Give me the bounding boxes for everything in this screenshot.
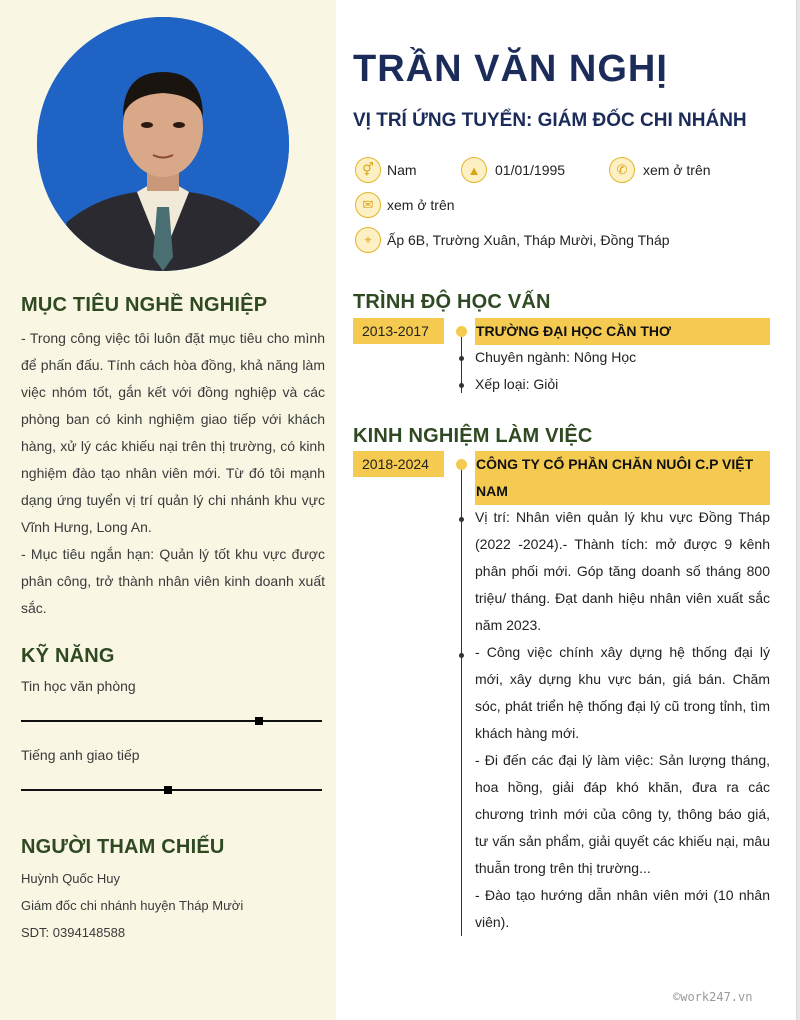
watermark: ©work247.vn [673,990,753,1004]
skill-bar [21,720,322,722]
timeline-bullet [459,383,464,388]
gender-value: Nam [387,162,417,178]
address-info [355,227,670,253]
timeline-bullet [459,517,464,522]
skills-heading: KỸ NĂNG [21,645,115,667]
reference-phone: SDT: 0394148588 [21,925,126,940]
timeline-bullet [459,653,464,658]
mail-icon: ✉ [355,192,381,218]
skill-label: Tiếng anh giao tiếp [21,747,140,763]
birthday-info [461,157,565,183]
experience-detail: Vị trí: Nhân viên quản lý khu vực Đồng Tháp (2022 -2024).- Thành tích: mở được 9 kênh phân phối mới. Góp tăng doanh số tháng 800 triệu/ tháng. Đạt danh hiệu nhân viên xuất sắc năm 2023. [475,509,770,633]
birthday-value: 01/01/1995 [495,162,566,178]
skill-level-marker [255,717,263,725]
objective-paragraph: - Trong công việc tôi luôn đặt mục tiêu cho mình để phấn đấu. Tính cách hòa đồng, khả năng làm việc nhóm tốt, gắn kết với đồng nghiệp và các phòng ban có kinh nghiệm giao tiếp với khách hàng, xử lý các khiếu nại trên thị trường, có kinh nghiệm đào tạo nhân viên mới. Từ đó tôi mạnh dạng ứng tuyển vị trí quản lý chi nhánh khu vực Vĩnh Hưng, Long An. [21,330,325,535]
phone-value: xem ở trên [643,162,711,178]
experience-detail: - Đào tạo hướng dẫn nhân viên mới (10 nhân viên). [475,887,770,930]
sidebar [0,0,336,1020]
experience-company: CÔNG TY CỔ PHẦN CHĂN NUÔI C.P VIỆT NAM [475,451,770,505]
objective-heading: MỤC TIÊU NGHỀ NGHIỆP [21,294,268,316]
experience-description [475,504,770,936]
objective-text [21,325,325,622]
education-heading: TRÌNH ĐỘ HỌC VẤN [353,291,551,313]
reference-name: Huỳnh Quốc Huy [21,871,120,886]
timeline-bullet [459,356,464,361]
education-major: Chuyên ngành: Nông Học [475,349,637,365]
phone-icon: ✆ [609,157,635,183]
email-value: xem ở trên [387,197,455,213]
education-period: 2013-2017 [353,318,444,344]
applied-position: VỊ TRÍ ỨNG TUYỂN: GIÁM ĐỐC CHI NHÁNH [353,110,747,131]
candidate-name: TRẦN VĂN NGHỊ [353,48,668,90]
skill-bar [21,789,322,791]
cake-icon: ▲ [461,157,487,183]
experience-detail: - Công việc chính xây dựng hệ thống đại lý mới, xây dựng khu vực bán, giá bán. Chăm sóc, phát triển hệ thống đại lý cũ trong tỉnh, tìm khách hàng mới. [475,644,770,741]
address-value: Ấp 6B, Trường Xuân, Tháp Mười, Đồng Tháp [387,232,670,248]
education-grade: Xếp loại: Giỏi [475,376,559,392]
timeline-dot [456,326,467,337]
gender-icon: ⚥ [355,157,381,183]
map-icon: ⌖ [355,227,381,253]
reference-role: Giám đốc chi nhánh huyện Tháp Mười [21,898,244,913]
email-info [355,192,455,218]
experience-heading: KINH NGHIỆM LÀM VIỆC [353,425,593,447]
reference-heading: NGƯỜI THAM CHIẾU [21,836,225,858]
gender-info [355,157,417,183]
education-school: TRƯỜNG ĐẠI HỌC CẦN THƠ [475,318,770,345]
phone-info [609,157,711,183]
skill-level-marker [164,786,172,794]
experience-timeline [461,464,462,936]
objective-short-term: - Mục tiêu ngắn hạn: Quản lý tốt khu vực được phân công, trở thành nhân viên kinh doanh xuất sắc. [21,546,325,616]
profile-photo [37,17,289,271]
experience-period: 2018-2024 [353,451,444,477]
timeline-dot [456,459,467,470]
experience-detail: - Đi đến các đại lý làm việc: Sản lượng tháng, hoa hồng, giải đáp khó khăn, đưa ra các chương trình mới của công ty, thông báo giá, tư vấn sản phẩm, giải quyết các khiếu nại, mâu thuẫn trong trên thị trường... [475,752,770,876]
skill-label: Tin học văn phòng [21,678,136,694]
